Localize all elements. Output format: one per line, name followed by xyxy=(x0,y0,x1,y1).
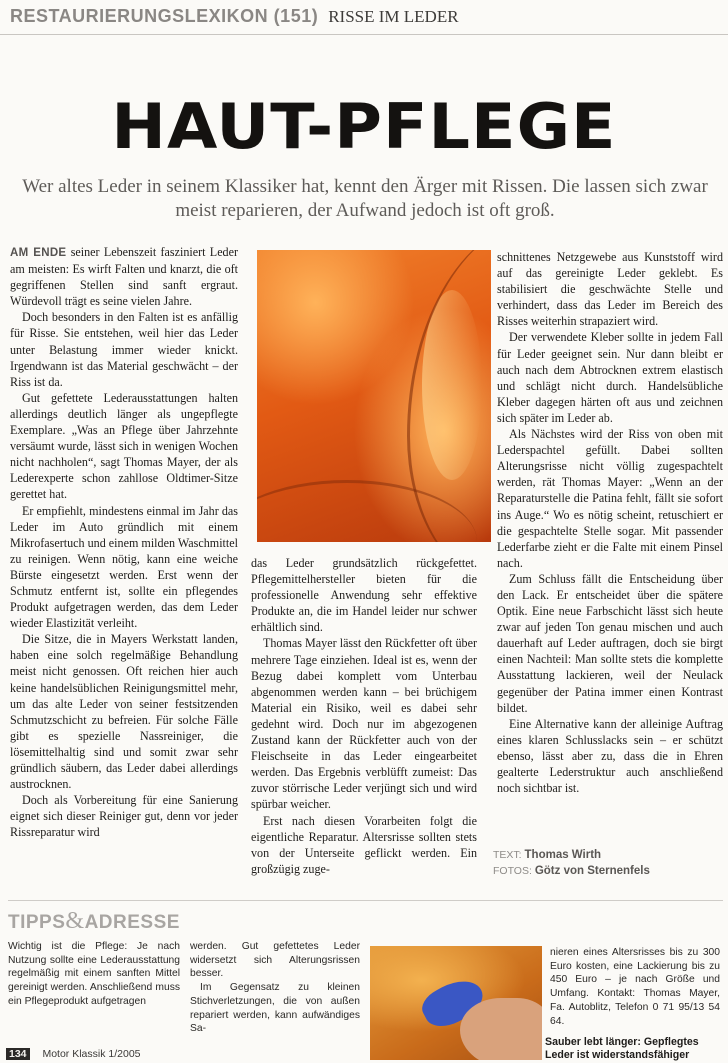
article-paragraph: Gut gefettete Lederausstattungen halten allerdings deutlich länger als ungepflegte Exemplare. „Was an Pflege über Jahrzehnte versäumt wurde, lässt sich in wenigen Wochen nicht nachholen“, sagt Thomas Mayer, der als Lederexperte schon zahllose Oldtimer-Sitze gerettet hat. xyxy=(10,390,238,502)
article-paragraph: Die Sitze, die in Mayers Werkstatt landen, haben eine solch regelmäßige Behandlung meist nicht genossen. Oft reichen hier auch keine handelsüblichen Reinigungsmittel mehr, um das alte Leder von seiner festsitzenden Schmutzschicht zu befreien. Für solche Fälle gibt es spezielle Nassreiniger, die lösemittelhaltig sind und somit zwar sehr gründlich säubern, das Leder dabei allerdings austrocknen. xyxy=(10,632,238,792)
headline: HAUT-PFLEGE xyxy=(111,90,617,163)
photo-credit: FOTOS: Götz von Sternenfels xyxy=(493,865,650,877)
article-paragraph: Erst nach diesen Vorarbeiten folgt die eigentliche Reparatur. Altersrisse sollten stets von der Unterseite geflickt werden. Ein großzügig zuge- xyxy=(251,813,477,876)
article-paragraph: Er empfiehlt, mindestens einmal im Jahr das Leder im Auto gründlich mit einem Mikrofasertuch und einem milden Waschmittel zu reinigen. Wenn nötig, kann eine weiche Bürste eingesetzt werden. Erst wenn der Schmutz entfernt ist, sollte ein pflegendes Produkt aufgetragen werden, das dem Leder wieder Elastizität verleiht. xyxy=(10,503,238,631)
tipps-column-3 xyxy=(550,946,720,1028)
article-paragraph: Zum Schluss fällt die Entscheidung über den Lack. Er entscheidet über die spätere Optik. Eine neue Farbschicht lässt sich heute zwar auf jeden Ton genau mischen und auch dauerhaft auf Leder auftragen, doch sie birgt einen Nachteil: Man sollte stets die komplette Ausstattung lackieren, weil der Neulack gegenüber der Patina immer einen Kontrast bildet. xyxy=(497,571,723,715)
deck: Wer altes Leder in seinem Klassiker hat, kennt den Ärger mit Rissen. Die lassen sich zwar meist reparieren, der Aufwand jedoch ist oft groß. xyxy=(22,176,708,221)
leather-seat-photo xyxy=(257,250,491,542)
article-paragraph: Doch besonders in den Falten ist es anfällig für Risse. Sie entstehen, weil hier das Leder unter Belastung immer wieder knickt. Irgendwann ist das Material geschwächt – der Riss ist da. xyxy=(10,310,238,389)
article-column-1 xyxy=(10,244,238,840)
photo-caption: Sauber lebt länger: Gepflegtes Leder ist widerstandsfähiger xyxy=(545,1036,699,1061)
article-paragraph: das Leder grundsätzlich rückgefettet. Pflegemittelhersteller bieten für die professionelle Anwendung sehr effektive Produkte an, die im Handel leider nur schwer erhältlich sind. xyxy=(251,556,477,635)
page-number: 134 xyxy=(6,1048,30,1060)
section-header xyxy=(10,6,710,28)
topic-title: RISSE IM LEDER xyxy=(328,7,459,26)
article-paragraph: Thomas Mayer lässt den Rückfetter oft über mehrere Tage einziehen. Ideal ist es, wenn der Bezug dabei komplett vom Unterbau abgenommen werden kann – bei brüchigem Material ein Risiko, weil es dabei sehr gedehnt wird. Doch nur im abgezogenen Zustand kann der Rückfetter auch von der Fleischseite in das Leder eingearbeitet werden. Das Ergebnis verblüfft zumeist: Das zuvor störrische Leder verjüngt sich und wird spürbar weicher. xyxy=(251,636,477,812)
hand xyxy=(460,998,542,1060)
header-rule xyxy=(0,34,728,35)
article-paragraph: Doch als Vorbereitung für eine Sanierung eignet sich dieser Reiniger gut, denn vor jeder Rissreparatur wird xyxy=(10,793,238,840)
series-title: RESTAURIERUNGSLEXIKON (151) xyxy=(10,6,319,26)
tipps-rule xyxy=(8,900,723,901)
spatula-photo xyxy=(370,946,542,1060)
tipps-column-1 xyxy=(8,940,180,1009)
tipps-paragraph: werden. Gut gefettetes Leder widersetzt sich Alterungsrissen besser. xyxy=(190,941,360,980)
lead-in: AM ENDE xyxy=(10,247,67,259)
page-footer xyxy=(6,1048,141,1060)
tipps-paragraph: Wichtig ist die Pflege: Je nach Nutzung sollte eine Lederausstattung regelmäßig mit einem sanften Mittel gereinigt werden. Anschließend muss ein Pflegeprodukt aufgetragen xyxy=(8,941,180,1007)
text-credit: TEXT: Thomas Wirth xyxy=(493,849,602,861)
article-paragraph: Eine Alternative kann der alleinige Auftrag eines klaren Schlusslacks sein – er schützt ebenso, lässt aber zu, dass die in Ehren gealterte Lederstruktur auch anschließend noch sichtbar ist. xyxy=(497,716,723,796)
article-paragraph: schnittenes Netzgewebe aus Kunststoff wird auf das gereinigte Leder geklebt. Es stabilisiert die geschwächte Stelle und verhindert, dass das Leder im Bereich des Risses weiterhin strapaziert wird. xyxy=(497,250,723,329)
article-column-3 xyxy=(497,249,723,796)
article-column-2 xyxy=(251,555,477,877)
magazine-issue: Motor Klassik 1/2005 xyxy=(42,1048,141,1060)
article-paragraph: AM ENDE seiner Lebenszeit fasziniert Leder am meisten: Es wirft Falten und knarzt, die oft gegriffenen Stellen sind sanft ergraut. Würdevoll trägt es seine vielen Jahre. xyxy=(10,245,239,309)
tipps-title: TIPPS&ADRESSE xyxy=(8,908,180,934)
tipps-paragraph: nieren eines Altersrisses bis zu 300 Euro kosten, eine Lackierung bis zu 450 Euro – je nach Größe und Umfang. Kontakt: Thomas Mayer, Fa. Autoblitz, Telefon 0 71 95/13 54 64. xyxy=(550,947,720,1027)
article-paragraph: Als Nächstes wird der Riss von oben mit Lederspachtel gefüllt. Dabei sollten Alterungsrisse nicht völlig zugespachtelt werden, rät Thomas Mayer: „Wenn an der Reparaturstelle die Patina fehlt, fällt sie sofort ins Auge.“ Wo es nötig scheint, retuschiert er die gespachtelte Stelle sogar. Mit passender Lederfarbe zieht er die Falte mit einem Pinsel nach. xyxy=(497,427,723,570)
tipps-paragraph: Im Gegensatz zu kleinen Stichverletzungen, die von außen repariert werden, kann aufwändiges Sa- xyxy=(190,982,360,1035)
tipps-column-2 xyxy=(190,940,360,1036)
article-paragraph: Der verwendete Kleber sollte in jedem Fall für Leder geeignet sein. Nur dann bleibt er auch nach dem Abtrocknen extrem elastisch und schlägt nicht durch. Handelsübliche Kleber dagegen härten oft aus und zeichnen sich später im Leder ab. xyxy=(497,330,723,425)
